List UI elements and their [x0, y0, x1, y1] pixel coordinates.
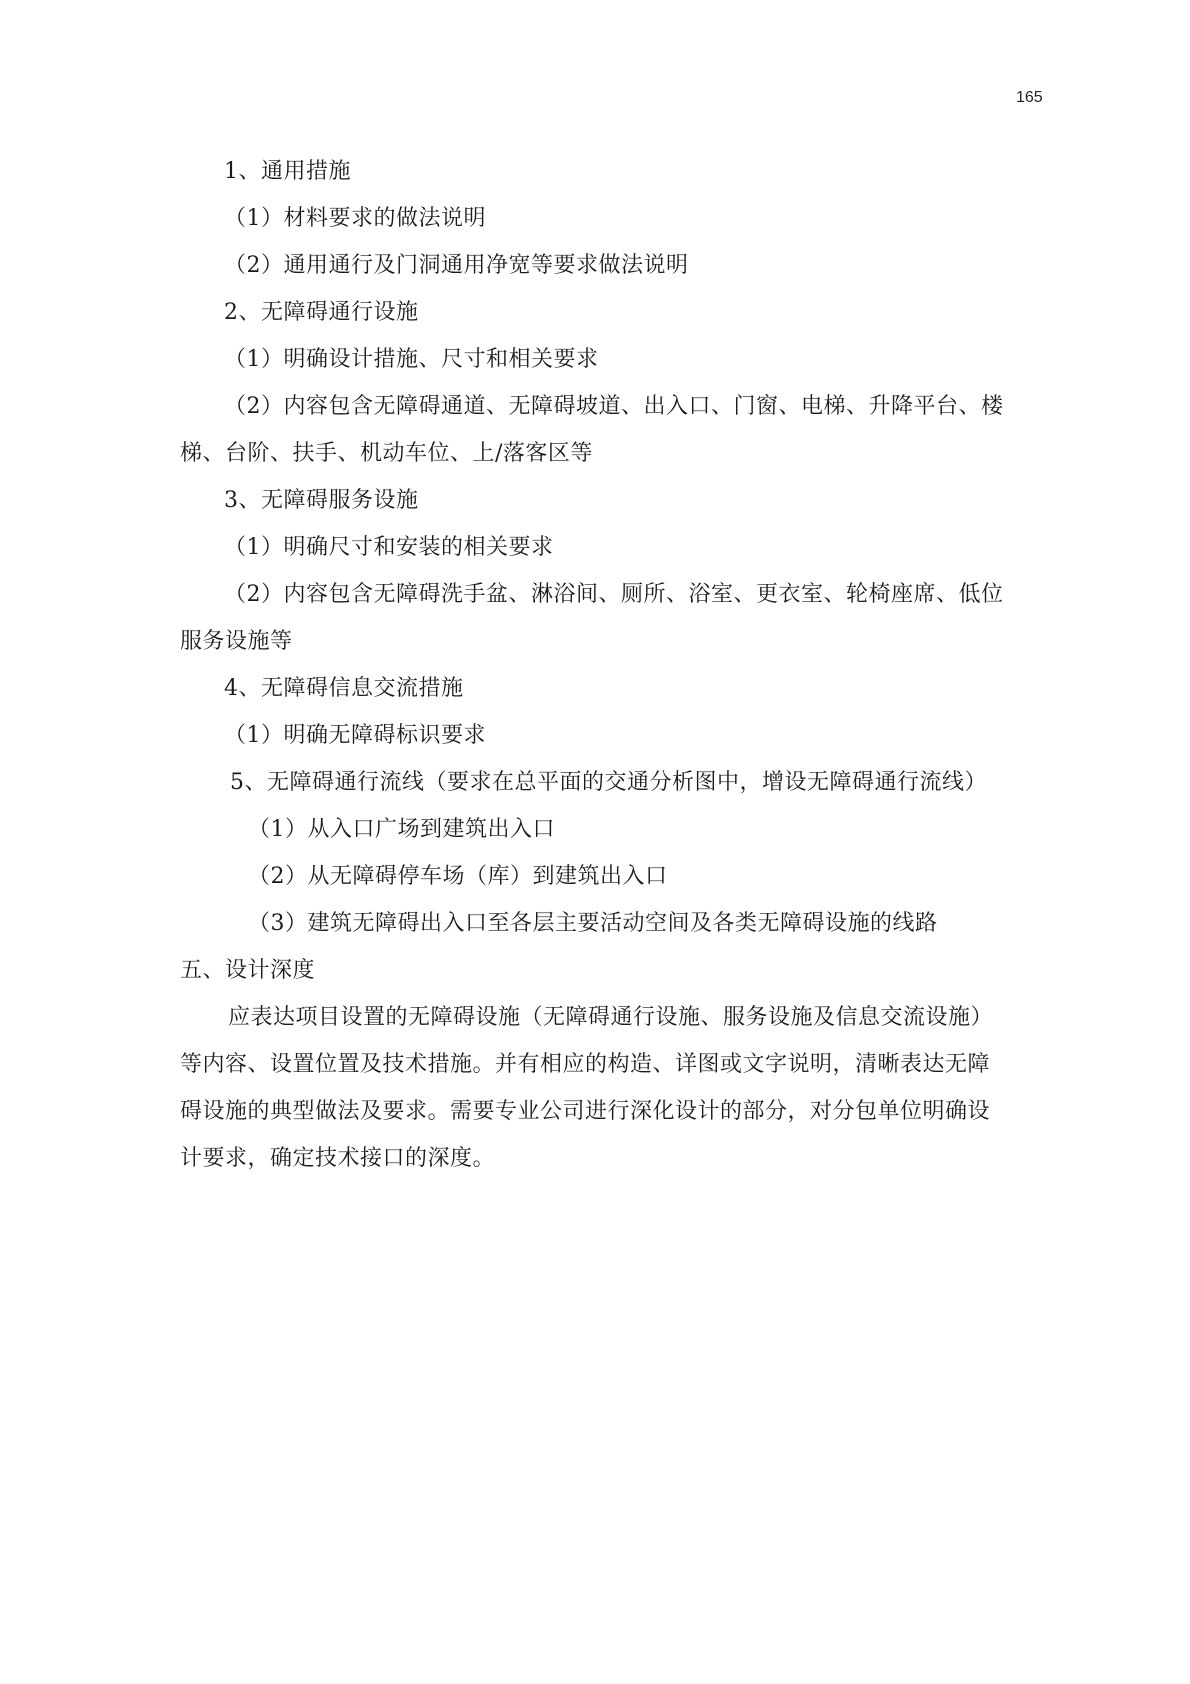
chapter-heading: 五、设计深度: [180, 958, 316, 983]
list-item: （1）材料要求的做法说明: [224, 206, 486, 231]
list-item: （2）通用通行及门洞通用净宽等要求做法说明: [224, 253, 689, 278]
section-heading-2: 2、无障碍通行设施: [224, 300, 419, 325]
section-heading-3: 3、无障碍服务设施: [224, 488, 419, 513]
list-item: （3）建筑无障碍出入口至各层主要活动空间及各类无障碍设施的线路: [248, 911, 938, 936]
list-item: （2）从无障碍停车场（库）到建筑出入口: [248, 864, 668, 889]
list-item: （2）内容包含无障碍通道、无障碍坡道、出入口、门窗、电梯、升降平台、楼梯、台阶、扶手、机动车位、上/落客区等: [180, 394, 1004, 466]
section-heading-1: 1、通用措施: [224, 159, 351, 184]
list-item: （1）明确设计措施、尺寸和相关要求: [224, 347, 599, 372]
document-body: [180, 148, 1010, 1182]
section-heading-5: 5、无障碍通行流线（要求在总平面的交通分析图中，增设无障碍通行流线）: [230, 770, 987, 795]
list-item: （1）明确无障碍标识要求: [224, 723, 486, 748]
list-item: （1）明确尺寸和安装的相关要求: [224, 535, 554, 560]
page-number: 165: [1016, 89, 1043, 106]
body-paragraph: 应表达项目设置的无障碍设施（无障碍通行设施、服务设施及信息交流设施）等内容、设置位置及技术措施。并有相应的构造、详图或文字说明，清晰表达无障碍设施的典型做法及要求。需要专业公司进行深化设计的部分，对分包单位明确设计要求，确定技术接口的深度。: [180, 1005, 994, 1171]
list-item: （2）内容包含无障碍洗手盆、淋浴间、厕所、浴室、更衣室、轮椅座席、低位服务设施等: [180, 582, 1004, 654]
section-heading-4: 4、无障碍信息交流措施: [224, 676, 464, 701]
list-item: （1）从入口广场到建筑出入口: [248, 817, 555, 842]
